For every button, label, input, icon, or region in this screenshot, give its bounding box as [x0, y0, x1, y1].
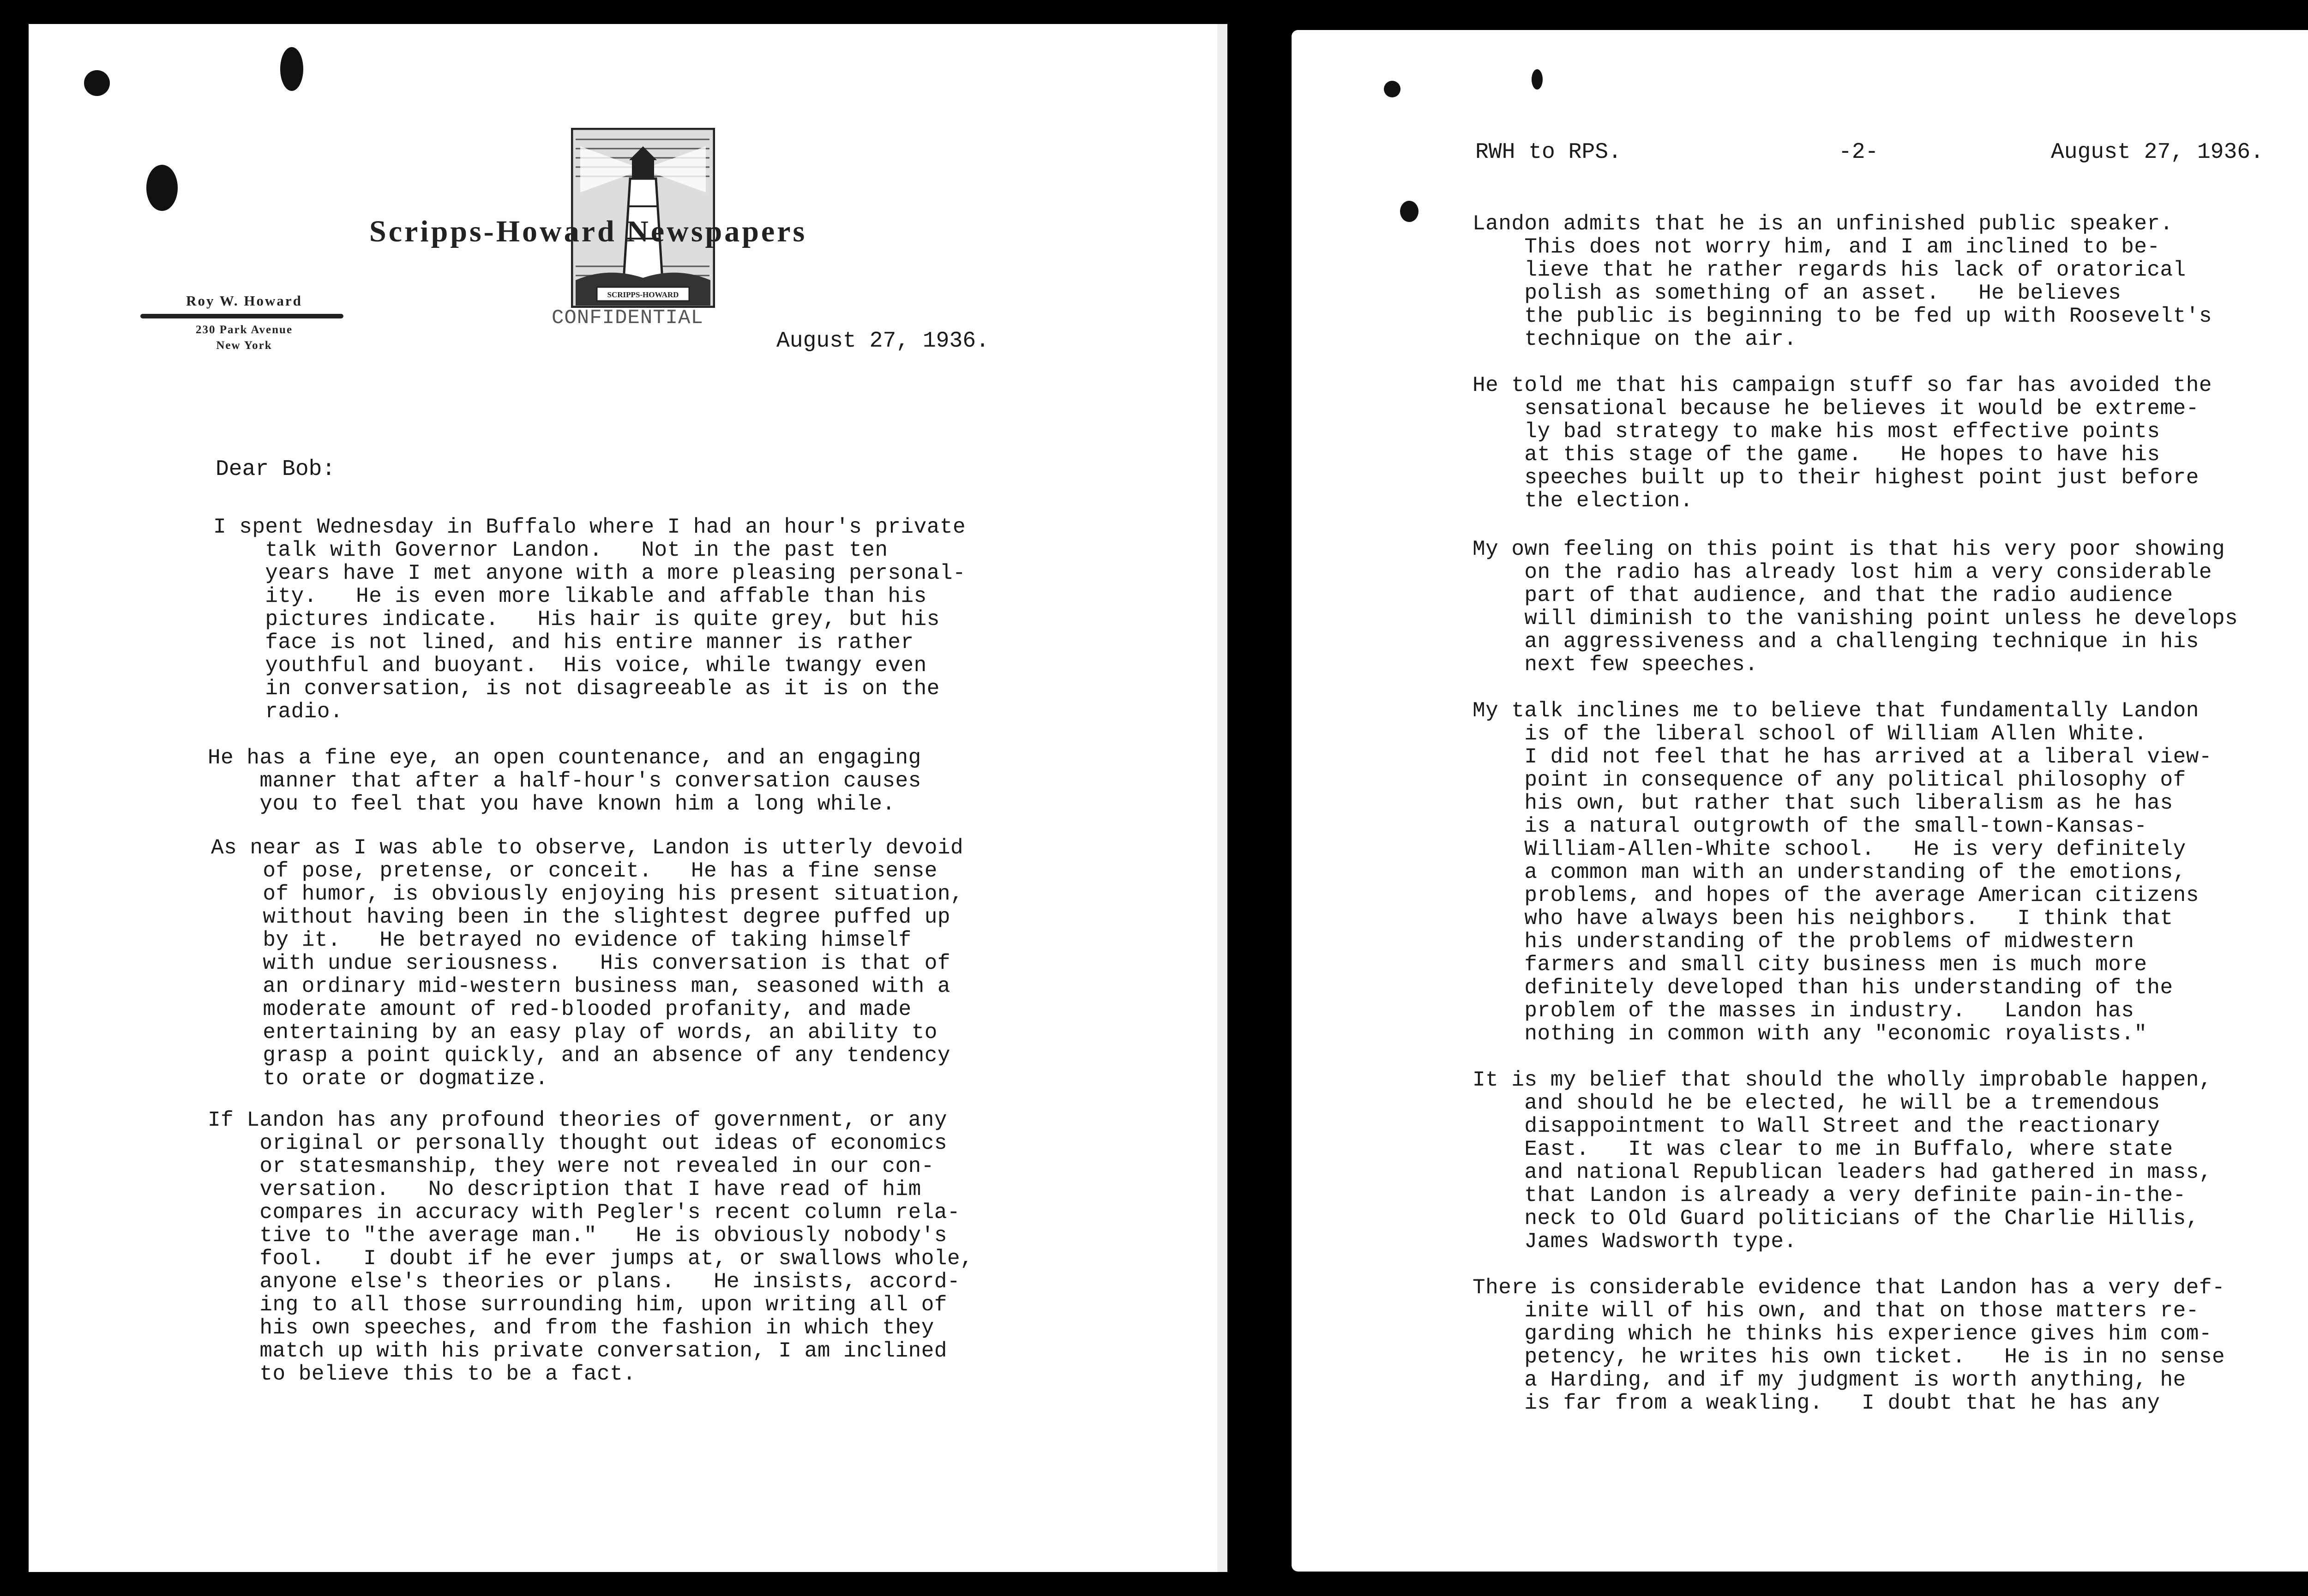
body-paragraph: He told me that his campaign stuff so far has avoided the sensational because he believes it would be extreme- ly bad strategy to make his most effective points at this stage of the game. He hopes to have his speeches built up to their highest point just before the election.: [1473, 373, 2212, 513]
body-paragraph: It is my belief that should the wholly improbable happen, and should he be elected, he will be a tremendous disappointment to Wall Street and the reactionary East. It was clear to me in Buffalo, where state and national Republican leaders had gathered in mass, that Landon is already a very definite pain-in-the- neck to Old Guard politicians of the Charlie Hillis, James Wadsworth type.: [1473, 1068, 2212, 1254]
page-header-left: RWH to RPS.: [1475, 140, 1622, 165]
ink-smudge: [1400, 201, 1418, 222]
logo-caption: SCRIPPS-HOWARD: [607, 290, 679, 299]
sender-name: Roy W. Howard: [186, 293, 302, 309]
ink-smudge: [1384, 81, 1400, 97]
page-number: -2-: [1839, 140, 1879, 165]
sender-rule: [140, 314, 343, 318]
letterhead-title: Scripps-Howard Newspapers: [369, 215, 807, 248]
body-paragraph: He has a fine eye, an open countenance, and an engaging manner that after a half-hour's conversation causes you to feel that you have known him a long while.: [208, 746, 921, 816]
body-paragraph: I spent Wednesday in Buffalo where I had an hour's private talk with Governor Landon. Not in the past ten years have I met anyone with a more pleasing personal- ity. He is even more likable and affable than his pictures indicate. His hair is quite grey, but his face is not lined, and his entire manner is rather youthful and buoyant. His voice, while twangy even in conversation, is not disagreeable as it is on the radio.: [213, 515, 966, 724]
confidential-stamp: CONFIDENTIAL: [552, 306, 703, 330]
letter-date: August 27, 1936.: [776, 329, 989, 354]
body-paragraph: If Landon has any profound theories of government, or any original or personally thought out ideas of economics or statesmanship, they were not revealed in our con- versation. No description that I have read of him compares in accuracy with Pegler's recent column rela- tive to "the average man." He is obviously nobody's fool. I doubt if he ever jumps at, or swallows whole, anyone else's theories or plans. He insists, accord- ing to all those surrounding him, upon writing all of his own speeches, and from the fashion in which they match up with his private conversation, I am inclined to believe this to be a fact.: [208, 1108, 974, 1386]
ink-smudge: [146, 165, 178, 211]
sender-block: [136, 293, 353, 354]
letter-page-1: [29, 24, 1227, 1572]
page-header-date: August 27, 1936.: [2051, 140, 2264, 165]
body-paragraph: There is considerable evidence that Landon has a very def- inite will of his own, and that on those matters re- garding which he thinks his experience gives him com- petency, he writes his own ticket. He is in no sense a Harding, and if my judgment is worth anything, he is far from a weakling. I doubt that he has any: [1473, 1276, 2225, 1415]
ink-smudge: [1532, 69, 1543, 90]
body-paragraph: As near as I was able to observe, Landon is utterly devoid of pose, pretense, or conceit. He has a fine sense of humor, is obviously enjoying his present situation, without having been in the slightest degree puffed up by it. He betrayed no evidence of taking himself with undue seriousness. His conversation is that of an ordinary mid-western business man, seasoned with a moderate amount of red-blooded profanity, and made entertaining by an easy play of words, an ability to grasp a point quickly, and an absence of any tendency to orate or dogmatize.: [211, 836, 964, 1091]
sender-address-line1: 230 Park Avenue: [195, 324, 293, 336]
letter-page-2: [1292, 30, 2308, 1572]
body-paragraph: Landon admits that he is an unfinished public speaker. This does not worry him, and I am inclined to be- lieve that he rather regards his lack of oratorical polish as something of an asset. He believes the public is beginning to be fed up with Roosevelt's technique on the air.: [1473, 212, 2212, 351]
body-paragraph: My talk inclines me to believe that fundamentally Landon is of the liberal school of William Allen White. I did not feel that he has arrived at a liberal view- point in consequence of any political philosophy of his own, but rather that such liberalism as he has is a natural outgrowth of the small-town-Kansas- William-Allen-White school. He is very definitely a common man with an understanding of the emotions, problems, and hopes of the average American citizens who have always been his neighbors. I think that his understanding of the problems of midwestern farmers and small city business men is much more definitely developed than his understanding of the problem of the masses in industry. Landon has nothing in common with any "economic royalists.": [1473, 699, 2212, 1046]
body-paragraph: My own feeling on this point is that his very poor showing on the radio has already lost him a very considerable part of that audience, and that the radio audience will diminish to the vanishing point unless he develops an aggressiveness and a challenging technique in his next few speeches.: [1473, 537, 2238, 677]
ink-smudge: [280, 47, 303, 91]
sender-address-line2: New York: [216, 339, 272, 352]
salutation: Dear Bob:: [216, 457, 336, 482]
ink-smudge: [84, 70, 110, 96]
